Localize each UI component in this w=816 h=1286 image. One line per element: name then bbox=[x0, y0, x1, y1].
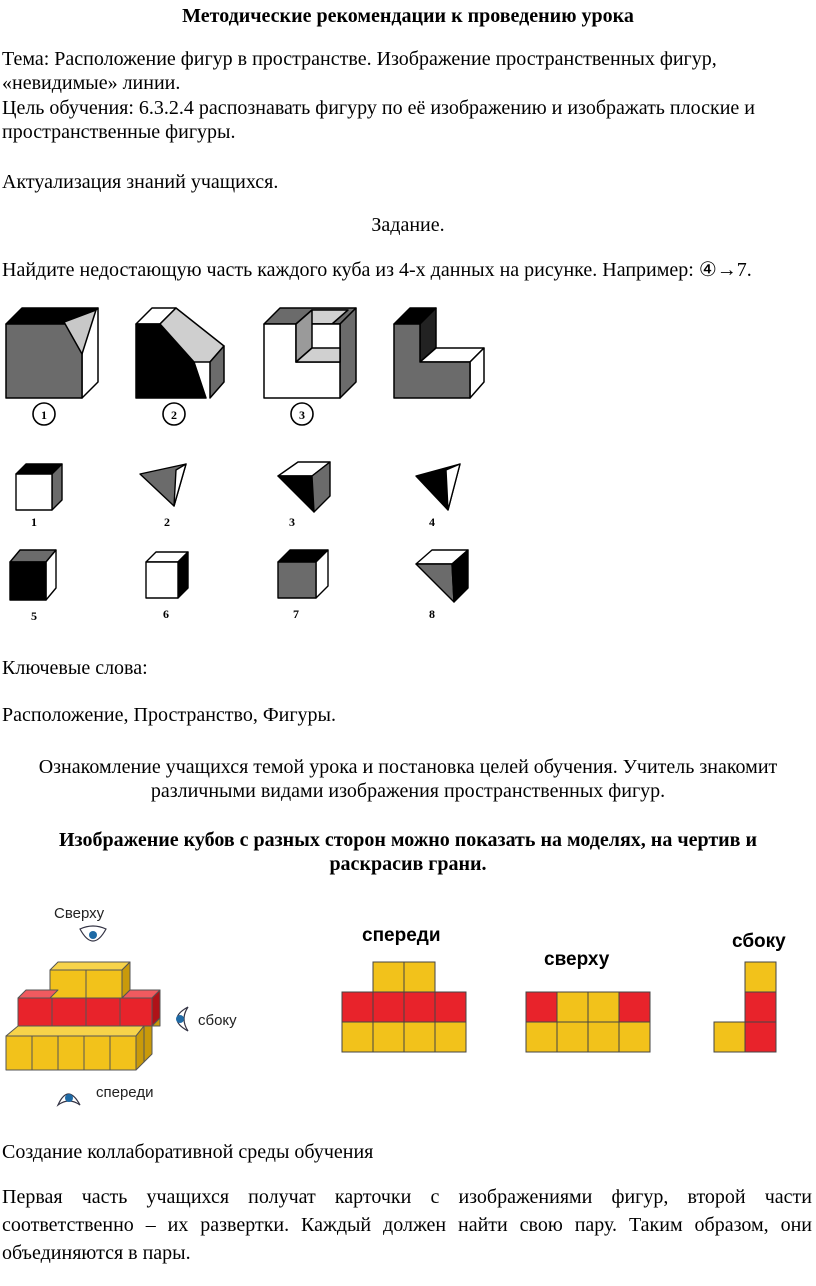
top-view-grid bbox=[526, 992, 650, 1052]
cube-model bbox=[6, 962, 160, 1070]
intro-line-2: различными видами изображения пространственных фигур. bbox=[150, 780, 666, 802]
page-title: Методические рекомендации к проведению урока bbox=[182, 5, 634, 27]
topic-line-2: «невидимые» линии. bbox=[2, 72, 181, 94]
eye-side-icon bbox=[176, 1007, 188, 1031]
piece-7 bbox=[278, 550, 328, 598]
big-cube-4 bbox=[394, 308, 484, 398]
goal-line-2: пространственные фигуры. bbox=[2, 121, 236, 143]
eye-top-icon bbox=[80, 926, 106, 941]
big-label-2: 2 bbox=[171, 408, 177, 422]
big-label-3: 3 bbox=[299, 408, 305, 422]
piece-label-1: 1 bbox=[31, 515, 37, 529]
big-cube-1 bbox=[6, 308, 98, 398]
piece-4 bbox=[416, 464, 460, 510]
task-heading: Задание. bbox=[371, 214, 445, 236]
collab-text: Первая часть учащихся получат карточки с изображениями фигур, второй части соответственно – их развертки. Каждый должен найти свою пару. Таким образом, они объединяются в пары. bbox=[2, 1186, 812, 1264]
bold-line-1: Изображение кубов с разных сторон можно показать на моделях, на чертив и bbox=[58, 829, 758, 851]
big-cube-3 bbox=[264, 308, 356, 398]
piece-2 bbox=[140, 464, 186, 506]
piece-label-6: 6 bbox=[163, 607, 169, 621]
side-view-label: сбоку bbox=[732, 931, 786, 952]
label-side: сбоку bbox=[198, 1012, 237, 1029]
label-top: Сверху bbox=[54, 905, 105, 922]
piece-label-7: 7 bbox=[293, 607, 299, 621]
piece-label-5: 5 bbox=[31, 609, 37, 623]
piece-label-4: 4 bbox=[429, 515, 435, 529]
collab-heading: Создание коллаборативной среды обучения bbox=[2, 1141, 374, 1163]
keywords: Расположение, Пространство, Фигуры. bbox=[2, 704, 336, 726]
piece-label-8: 8 bbox=[429, 607, 435, 621]
piece-5 bbox=[10, 550, 56, 600]
front-view-grid bbox=[342, 962, 466, 1052]
piece-label-2: 2 bbox=[164, 515, 170, 529]
label-front: спереди bbox=[96, 1084, 154, 1101]
cube-puzzle-figure bbox=[0, 298, 816, 638]
actualization-heading: Актуализация знаний учащихся. bbox=[2, 171, 279, 193]
piece-3 bbox=[278, 462, 330, 512]
side-view-grid bbox=[714, 962, 776, 1052]
top-view-label: сверху bbox=[544, 949, 610, 970]
eye-front-icon bbox=[58, 1094, 80, 1105]
front-view-label: спереди bbox=[362, 925, 441, 946]
intro-line-1: Ознакомление учащихся темой урока и постановка целей обучения. Учитель знакомит bbox=[38, 756, 778, 778]
task-text: Найдите недостающую часть каждого куба из 4-х данных на рисунке. Например: ④→7. bbox=[2, 259, 752, 281]
cube-views-figure bbox=[0, 895, 816, 1115]
goal-line-1: Цель обучения: 6.3.2.4 распознавать фигуру по её изображению и изображать плоские и bbox=[2, 97, 755, 119]
bold-line-2: раскрасив грани. bbox=[329, 853, 487, 875]
piece-8 bbox=[416, 550, 468, 602]
piece-6 bbox=[146, 552, 188, 598]
topic-line-1: Тема: Расположение фигур в пространстве. Изображение пространственных фигур, bbox=[2, 48, 717, 70]
keywords-heading: Ключевые слова: bbox=[2, 657, 148, 679]
big-label-1: 1 bbox=[41, 408, 47, 422]
piece-label-3: 3 bbox=[289, 515, 295, 529]
big-cube-2 bbox=[136, 308, 224, 398]
piece-1 bbox=[16, 464, 62, 510]
